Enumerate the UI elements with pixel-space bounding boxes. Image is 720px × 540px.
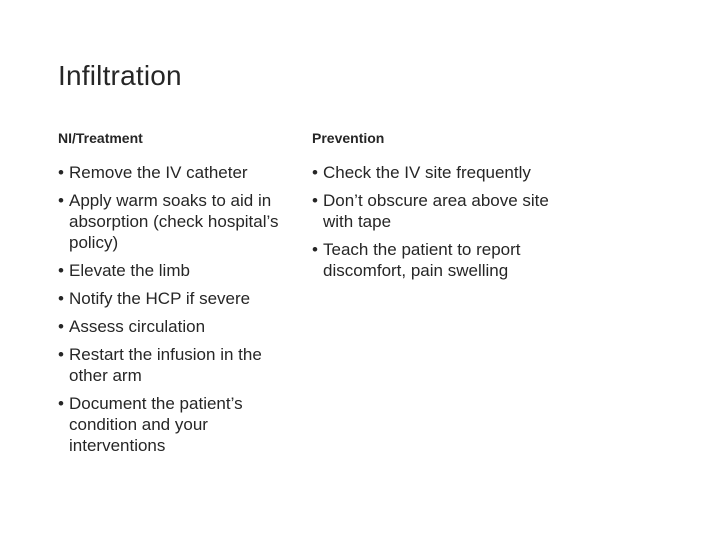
treatment-list xyxy=(58,162,290,456)
list-item-text: Elevate the limb xyxy=(69,261,190,280)
list-item-text: Remove the IV catheter xyxy=(69,163,248,182)
prevention-list xyxy=(312,162,552,281)
bullet-icon: • xyxy=(58,317,64,336)
list-item-text: Don’t obscure area above site with tape xyxy=(323,191,549,231)
bullet-icon: • xyxy=(58,289,64,308)
bullet-icon: • xyxy=(312,191,318,210)
list-item xyxy=(58,344,290,386)
treatment-heading: NI/Treatment xyxy=(58,130,143,146)
list-item-text: Apply warm soaks to aid in absorption (check hospital’s policy) xyxy=(69,191,279,252)
list-item xyxy=(58,316,290,337)
prevention-heading: Prevention xyxy=(312,130,385,146)
list-item-text: Notify the HCP if severe xyxy=(69,289,251,308)
list-item-text: Teach the patient to report discomfort, pain swelling xyxy=(323,240,521,280)
bullet-icon: • xyxy=(58,261,64,280)
bullet-icon: • xyxy=(58,345,64,364)
list-item xyxy=(312,190,552,232)
list-item xyxy=(58,393,290,456)
list-item xyxy=(312,239,552,281)
bullet-icon: • xyxy=(58,163,64,182)
list-item xyxy=(58,190,290,253)
slide-title: Infiltration xyxy=(58,60,182,91)
bullet-icon: • xyxy=(58,191,64,210)
list-item xyxy=(58,260,290,281)
prevention-column xyxy=(312,128,552,288)
bullet-icon: • xyxy=(312,163,318,182)
list-item-text: Assess circulation xyxy=(69,317,206,336)
list-item-text: Document the patient’s condition and your interventions xyxy=(69,394,243,455)
list-item xyxy=(58,162,290,183)
list-item-text: Restart the infusion in the other arm xyxy=(69,345,262,385)
bullet-icon: • xyxy=(312,240,318,259)
list-item xyxy=(58,288,290,309)
list-item-text: Check the IV site frequently xyxy=(323,163,531,182)
list-item xyxy=(312,162,552,183)
treatment-column xyxy=(58,128,290,463)
bullet-icon: • xyxy=(58,394,64,413)
